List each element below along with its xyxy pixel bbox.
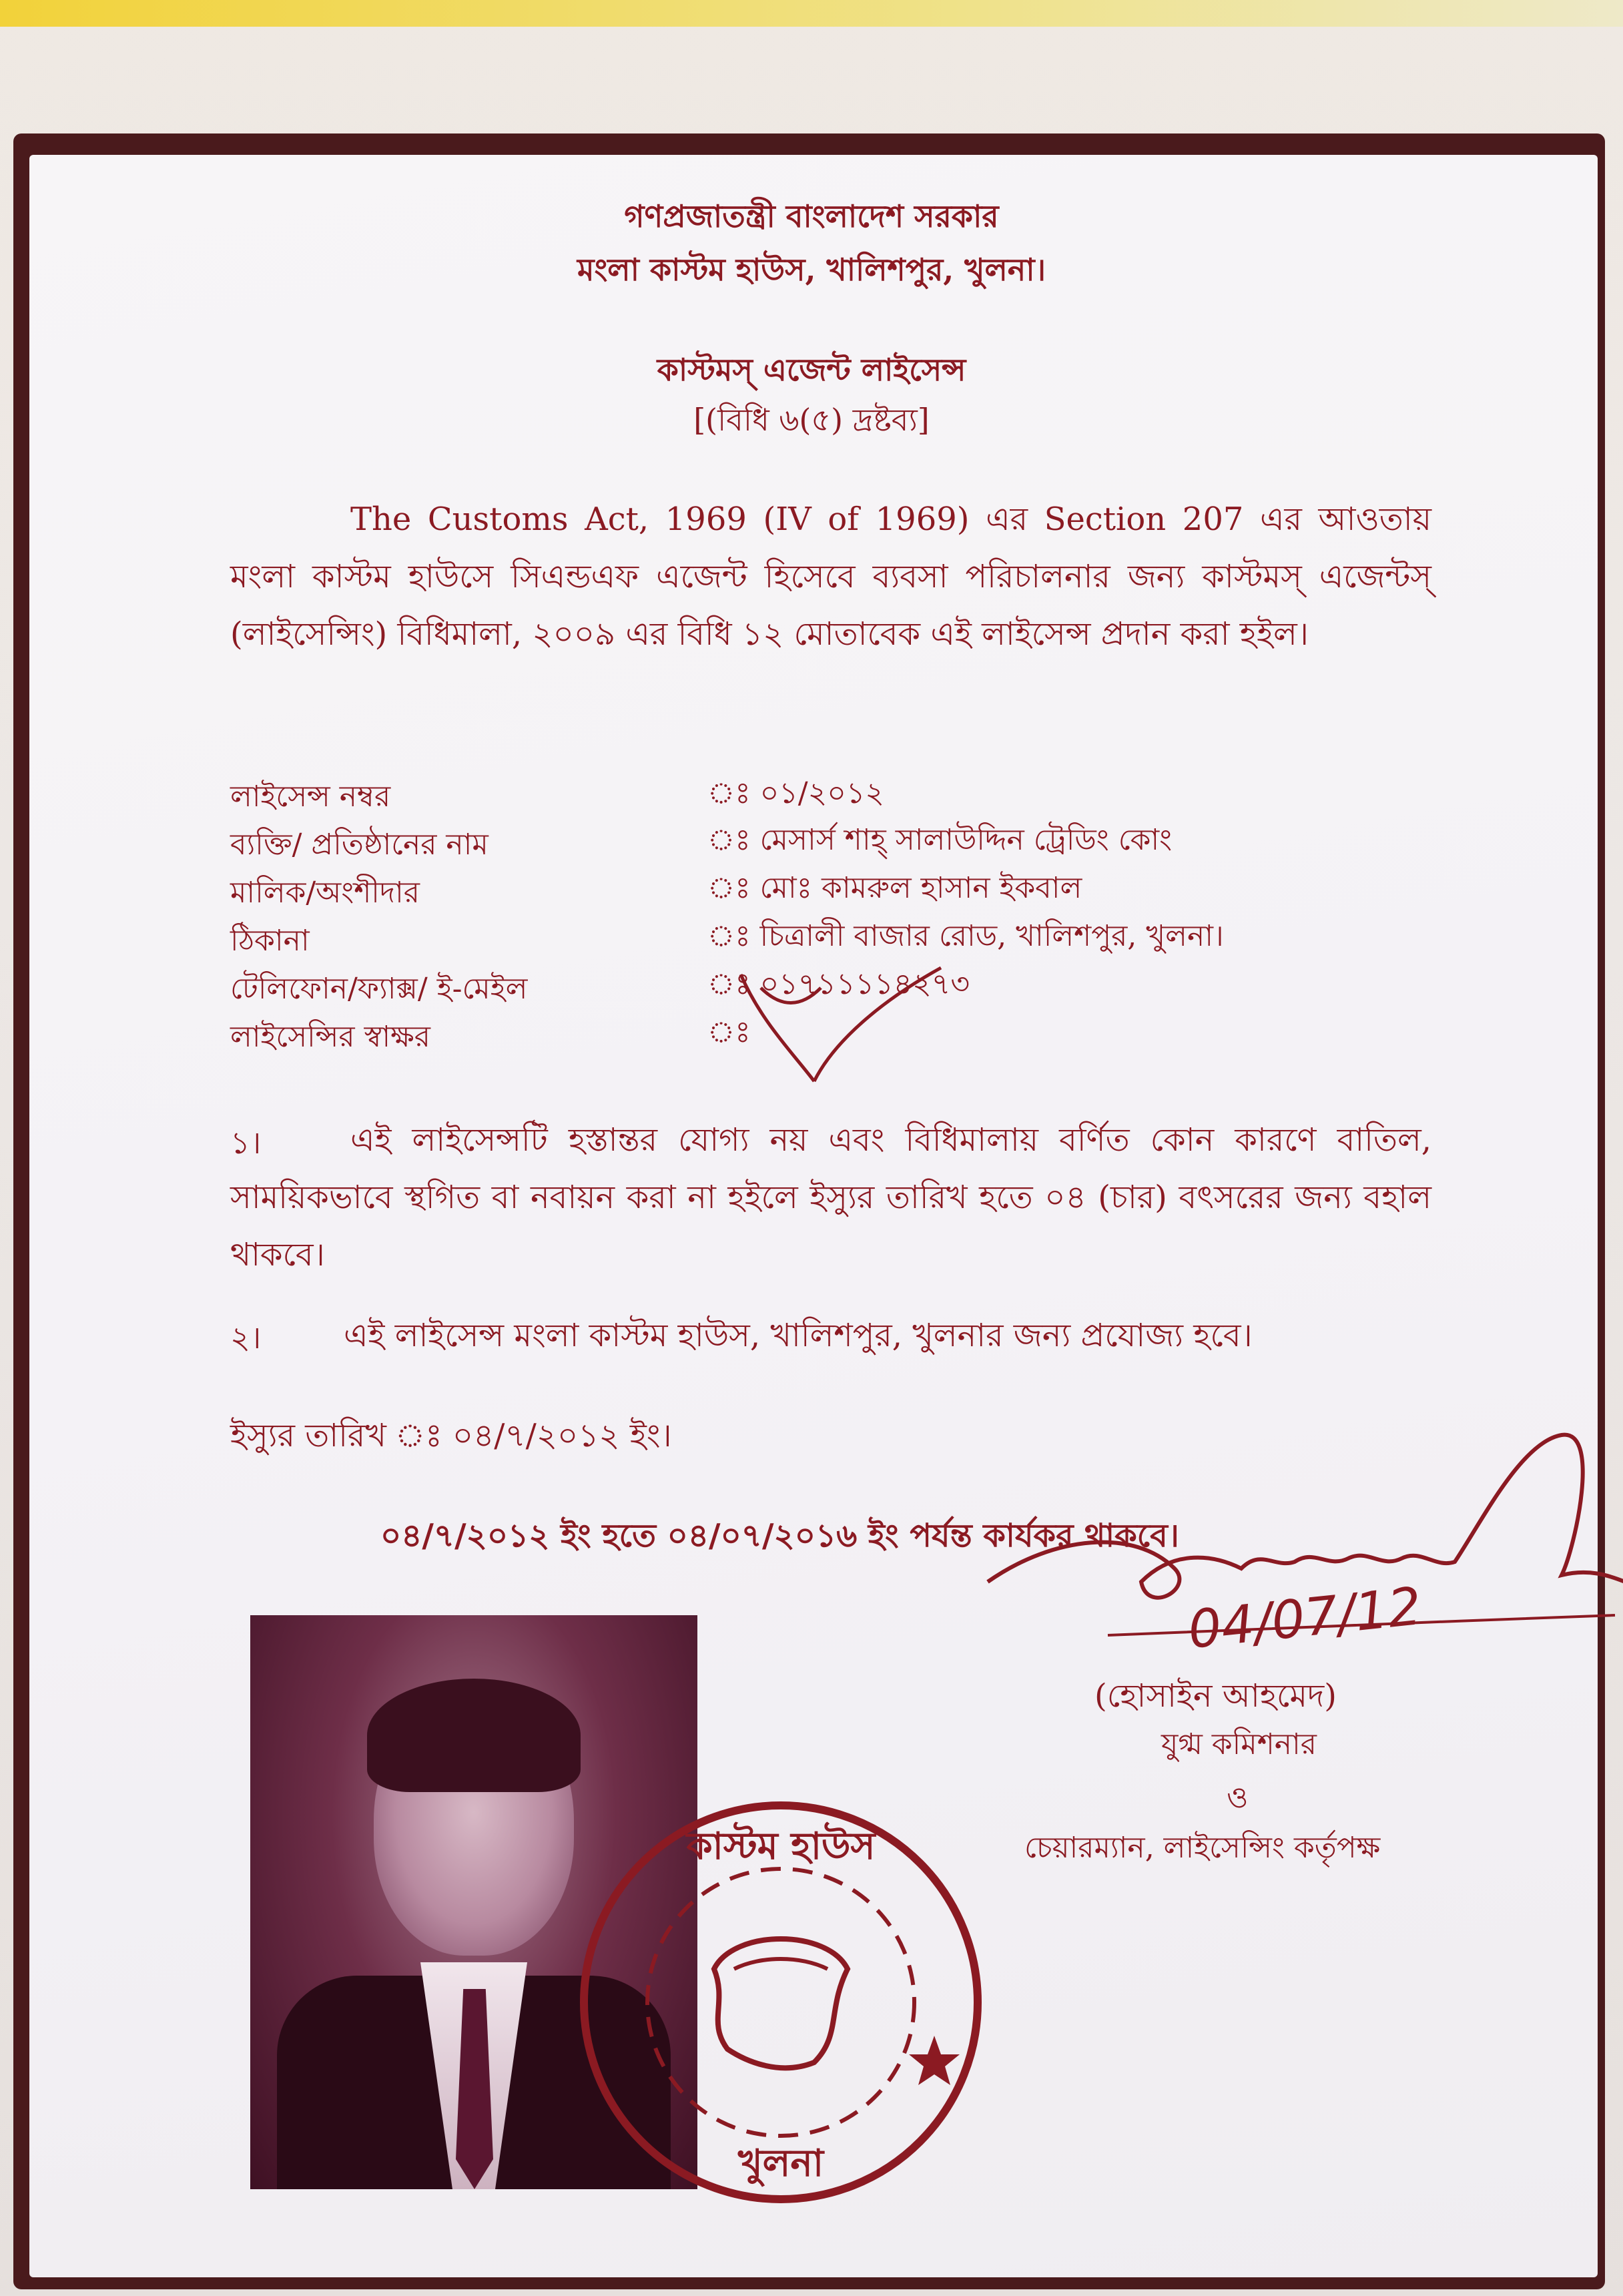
field-label-name: ব্যক্তি/ প্রতিষ্ঠানের নাম <box>230 828 489 862</box>
signatory-name: (হোসাইন আহমেদ) <box>1094 1677 1337 1715</box>
seal-top-text: কাস্টম হাউস <box>686 1825 876 1868</box>
validity-period: ০৪/৭/২০১২ ইং হতে ০৪/০৭/২০১৬ ইং পর্যন্ত কার্যকর থাকবে। <box>380 1517 1179 1554</box>
seal-bottom-text: খুলনা <box>737 2142 824 2185</box>
field-value-contact: ঃ ০১৭১১১১৪২৭৩ <box>707 967 970 1001</box>
field-label-contact: টেলিফোন/ফ্যাক্স/ ই-মেইল <box>230 972 528 1006</box>
header-office: মংলা কাস্টম হাউস, খালিশপুর, খুলনা। <box>577 252 1046 288</box>
field-label-signature: লাইসেন্সির স্বাক্ষর <box>230 1020 430 1054</box>
condition-1 <box>230 1111 1431 1283</box>
field-value-owner: ঃ মোঃ কামরুল হাসান ইকবাল <box>707 871 1082 905</box>
field-label-owner: মালিক/অংশীদার <box>230 876 420 910</box>
field-value-signature: ঃ <box>707 1015 751 1049</box>
license-title: কাস্টমস্ এজেন্ট লাইসেন্স <box>657 352 966 388</box>
field-label-license-no: লাইসেন্স নম্বর <box>230 780 391 814</box>
header-government: গণপ্রজাতন্ত্রী বাংলাদেশ সরকার <box>624 198 999 234</box>
customs-seal <box>561 1795 1001 2209</box>
intro-text: The Customs Act, 1969 (IV of 1969) এর Section 207 এর আওতায় মংলা কাস্টম হাউসে সিএন্ডএফ এজেন্ট হিসেবে ব্যবসা পরিচালনার জন্য কাস্টমস্ এজেন্টস্ (লাইসেন্সিং) বিধিমালা, ২০০৯ এর বিধি ১২ মোতাবেক এই লাইসেন্স প্রদান করা হইল। <box>230 501 1431 653</box>
field-value-address: ঃ চিত্রালী বাজার রোড, খালিশপুর, খুলনা। <box>707 919 1224 953</box>
condition-1-number: ১। <box>230 1125 262 1161</box>
handwritten-date: 04/07/12 <box>1185 1576 1425 1661</box>
field-value-license-no: ঃ ০১/২০১২ <box>707 776 885 810</box>
field-label-address: ঠিকানা <box>230 924 310 958</box>
field-value-name: ঃ মেসার্স শাহ্ সালাউদ্দিন ট্রেডিং কোং <box>707 823 1173 857</box>
official-signature <box>974 1415 1623 1695</box>
condition-2-number: ২। <box>230 1320 262 1356</box>
signatory-designation-1: যুগ্ম কমিশনার <box>1161 1727 1317 1761</box>
condition-1-text: এই লাইসেন্সটি হস্তান্তর যোগ্য নয় এবং বিধিমালায় বর্ণিত কোন কারণে বাতিল, সাময়িকভাবে স্থগিত বা নবায়ন করা না হইলে ইস্যুর তারিখ হতে ০৪ (চার) বৎসরের জন্য বহাল থাকবে। <box>230 1121 1431 1273</box>
top-yellow-strip <box>0 0 1623 27</box>
licensee-signature-mark <box>721 961 1001 1095</box>
photo-hair <box>367 1679 581 1792</box>
signatory-conjunction: ও <box>1227 1781 1249 1815</box>
intro-paragraph <box>230 491 1431 663</box>
issue-date: ইস্যুর তারিখ ঃ ০৪/৭/২০১২ ইং। <box>230 1417 672 1454</box>
condition-2-text: এই লাইসেন্স মংলা কাস্টম হাউস, খালিশপুর, খুলনার জন্য প্রযোজ্য হবে। <box>344 1317 1253 1354</box>
rule-reference: [(বিধি ৬(৫) দ্রষ্টব্য] <box>693 402 930 438</box>
signatory-designation-2: চেয়ারম্যান, লাইসেন্সিং কর্তৃপক্ষ <box>1024 1831 1381 1865</box>
